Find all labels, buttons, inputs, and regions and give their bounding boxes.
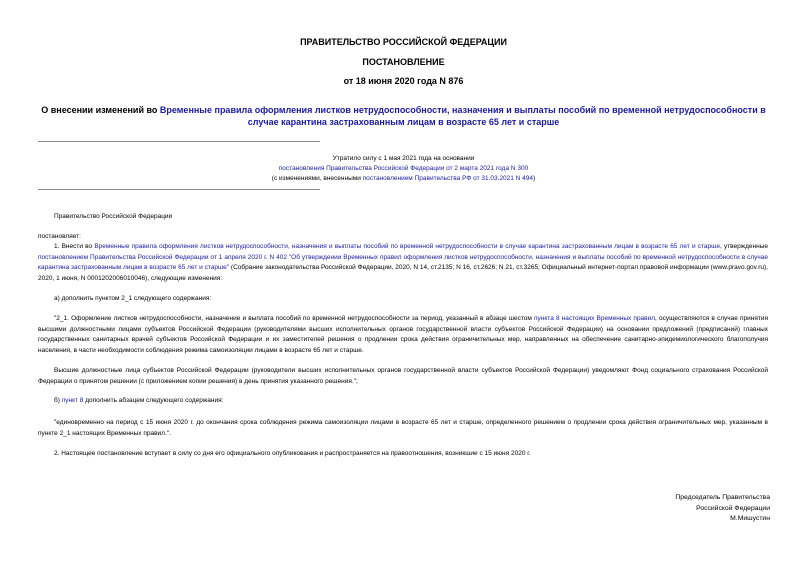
item-a-paragraph: а) дополнить пунктом 2_1 следующего содержания: [54, 295, 212, 302]
point-2-1-paragraph [38, 314, 768, 356]
decrees-paragraph: постановляет: [38, 233, 81, 240]
item-b-prefix: б) [54, 397, 62, 404]
item-2-paragraph: 2. Настоящее постановление вступает в силу со дня его официального опубликования и распространяется на правоотношения, возникшие с 15 июня 2020 г. [54, 450, 531, 457]
signature-country: Российской Федерации [696, 504, 770, 512]
repeal-notice [200, 154, 607, 184]
signature-position: Председатель Правительства [675, 494, 770, 501]
signature-name: М.Мишустин [730, 515, 770, 522]
authority-heading: ПРАВИТЕЛЬСТВО РОССИЙСКОЙ ФЕДЕРАЦИИ [300, 37, 507, 47]
title-rules-link[interactable]: Временные правила оформления листков нетрудоспособности, назначения и выплаты пособий по временной нетрудоспособности в случае карантина застрахованным лицам в возрасте 65 лет и старше [159, 105, 766, 127]
bottom-divider [38, 189, 320, 190]
item-b-suffix: дополнить абзацем следующего содержания: [83, 397, 224, 404]
date-number-heading: от 18 июня 2020 года N 876 [343, 76, 464, 86]
notice-line3-suffix: ) [533, 175, 536, 182]
officials-paragraph: Высшие должностные лица субъектов Российской Федерации (руководители высших исполнительных органов государственной власти субъектов Российской Федерации) уведомляют Фонд социального страхования Российской Федерации о принятом решении (с приложением копии решения) в день принятия указанного решения."; [38, 367, 768, 385]
item-1-text-c: (Собрание законодательства Российской Федерации, 2020, N 14, ст.2135; N 16, ст.2626; N 21, ст.3265; Официальный интернет-портал правовой информации (www.pravo.gov.ru), 2020, 1 июня, N 0001202006010046), следующие изменения: [38, 264, 768, 282]
point-8-rules-link[interactable]: пункта 8 настоящих Временных правил [534, 315, 656, 322]
item-1-text-a: 1. Внести во [54, 243, 95, 250]
signature-block [610, 493, 770, 525]
point-2-1-text-a: "2_1. Оформление листков нетрудоспособности, назначение и выплата пособий по временной нетрудоспособности за период, указанный в абзаце шестом [54, 315, 535, 322]
document-title [30, 104, 777, 128]
item-1-rules-link[interactable]: Временные правила оформления листков нетрудоспособности, назначения и выплаты пособий по временной нетрудоспособности в случае карантина застрахованным лицам в возрасте 65 лет и старше [94, 243, 720, 250]
item-1-decree-402-link[interactable]: постановлением Правительства Российской Федерации от 1 апреля 2020 г. N 402 "Об утверждении Временных правил оформления листков нетрудоспособности, назначения и выплаты пособий по временной нетрудоспособности в случае карантина застрахованным лицам в возрасте 65 лет и старше" [38, 253, 768, 271]
top-divider [38, 141, 320, 142]
notice-decree-300-link[interactable]: постановления Правительства Российской Федерации от 2 марта 2021 года N 300 [278, 165, 529, 172]
point-8-link[interactable]: пункт 8 [61, 397, 84, 404]
notice-decree-494-link[interactable]: постановлением Правительства РФ от 31.03.2021 N 494 [362, 175, 534, 182]
notice-line-1: Утратило силу с 1 мая 2021 года на основании [332, 155, 475, 162]
title-prefix: О внесении изменений во [41, 105, 160, 115]
once-paragraph: "единовременно на период с 15 июня 2020 г. до окончания срока соблюдения режима самоизоляции лицами в возрасте 65 лет и старше, определенного решением о продлении срока действия ограничительных мер, указанным в пункте 2_1 настоящих Временных правил.". [38, 419, 768, 437]
point-2-1-text-b: , осуществляются в случае принятия высшими должностными лицами субъектов Российской Федерации (руководителями высших исполнительных органов государственной власти субъектов Российской Федерации) на основании предложений (предписаний) главных государственных санитарных врачей субъектов Российской Федерации и их заместителей решения о продлении срока действия ограничительных мер, направленных на обеспечение санитарно-эпидемиологического благополучия населения, в части необходимости соблюдения режима самоизоляции лицами в возрасте 65 лет и старше. [38, 315, 768, 354]
doc-type-heading: ПОСТАНОВЛЕНИЕ [362, 57, 445, 67]
item-1-text-b: , утвержденные [719, 243, 769, 250]
item-b-paragraph [54, 396, 754, 407]
item-1-paragraph [38, 242, 768, 284]
notice-line3-prefix: (с изменениями, внесенными [271, 175, 363, 182]
government-paragraph: Правительство Российской Федерации [54, 213, 173, 220]
